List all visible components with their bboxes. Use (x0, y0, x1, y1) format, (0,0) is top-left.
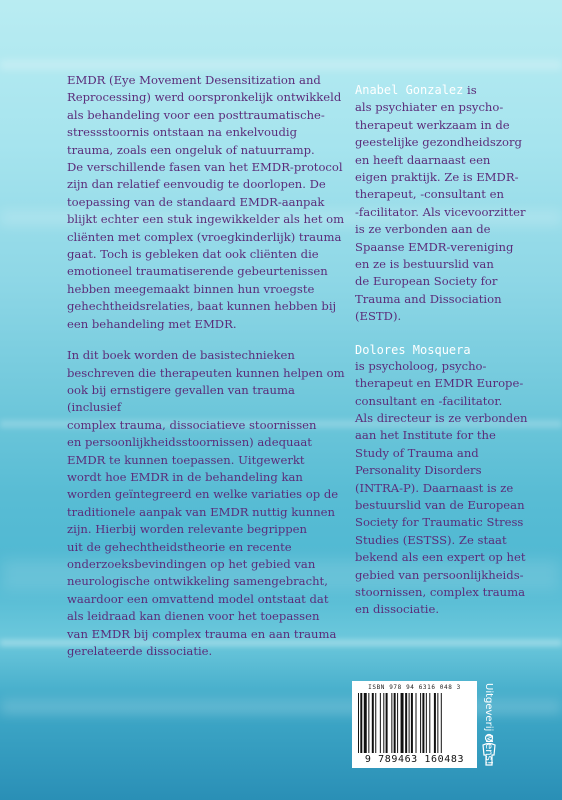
figure-outline-icon (480, 733, 498, 767)
blurb-column (67, 72, 352, 660)
barcode-number: 9 789463 160483 (364, 754, 465, 765)
blurb-paragraph-2: In dit boek worden de basistechnieken beschreven die therapeuten kunnen helpen om ook bij ernstigere gevallen van trauma (inclusief complex trauma, dissociatieve stoornissen en persoonlijkheidsstoornissen) adequaat EMDR te kunnen toepassen. Uitgewerkt wordt hoe EMDR in de behandeling kan worden geïntegreerd en welke variaties op de traditionele aanpak van EMDR nuttig kunnen zijn. Hierbij worden relevante begrippen uit de gehechtheidstheorie en recente onderzoeksbevindingen op het gebied van neurologische ontwikkeling samengebracht, waardoor een omvattend model ontstaat dat als leidraad kan dienen voor het toepassen van EMDR bij complex trauma en aan trauma gerelateerde dissociatie. (67, 348, 345, 658)
author-bio-1-lead: is (463, 83, 477, 97)
blurb-paragraph-1: EMDR (Eye Movement Desensitization and Reprocessing) werd oorspronkelijk ontwikkeld als behandeling voor een posttraumatische- stressstoornis ontstaan na enkelvoudig trauma, zoals een ongeluk of natuurramp. De verschillende fasen van het EMDR-protocol zijn dan relatief eenvoudig te doorlopen. De toepassing van de standaard EMDR-aanpak blijkt echter een stuk ingewikkelder als het om cliënten met complex (vroegkinderlijk) trauma gaat. Toch is gebleken dat ook cliënten die emotioneel traumatiserende gebeurtenissen hebben meegemaakt binnen hun vroegste gehechtheidsrelaties, baat kunnen hebben bij een behandeling met EMDR. (67, 73, 345, 331)
barcode-bar (372, 693, 374, 753)
author-bio-2: is psycholoog, psycho- therapeut en EMDR Europe- consultant en -facilitator. Als directeur is ze verbonden aan het Institute for the Study of Trauma and Personality Disorders (INTRA-P). Daarnaast is ze bestuurslid van de European Society for Traumatic Stress Studies (ESTSS). Ze staat bekend als een expert op het gebied van persoonlijkheids- stoornissen, complex trauma en dissociatie. (355, 358, 528, 617)
publisher-mark (478, 681, 500, 768)
barcode-bar (420, 693, 421, 753)
barcode-bar (397, 693, 398, 753)
author-name-2: Dolores Mosquera (355, 342, 471, 357)
barcode-bar (386, 693, 388, 753)
barcode-bar (416, 693, 417, 753)
author-bio-1-text: als psychiater en psycho- therapeut werkzaam in de geestelijke gezondheidszorg en heeft daarnaast een eigen praktijk. Ze is EMDR- therapeut, -consultant en -facilitator. Als vicevoorzitter is ze verbonden aan de Spaanse EMDR-vereniging en ze is bestuurslid van de European Society for Trauma and Dissociation (ESTD). (355, 100, 526, 324)
barcode-bar (360, 693, 362, 753)
light-streak (0, 60, 562, 70)
publisher-name: Uitgeverij Mens! (483, 683, 494, 765)
barcode-bar (383, 693, 384, 753)
barcode-bar (422, 693, 424, 753)
barcode-bar (434, 693, 436, 753)
barcode-bar (405, 693, 407, 753)
isbn-barcode (352, 681, 477, 768)
author-bios-column (355, 82, 555, 619)
isbn-label: ISBN 978 94 6316 048 3 (368, 684, 461, 691)
barcode-bars (358, 693, 471, 753)
barcode-bar (394, 693, 396, 753)
barcode-bar (391, 693, 392, 753)
barcode-bar (409, 693, 410, 753)
barcode-bar (380, 693, 381, 753)
barcode-bar (429, 693, 430, 753)
barcode-bar (437, 693, 438, 753)
barcode-bar (411, 693, 413, 753)
barcode-bar (441, 693, 442, 753)
barcode-bar (358, 693, 359, 753)
barcode-bar (375, 693, 376, 753)
author-bio-1 (355, 82, 555, 326)
barcode-bar (364, 693, 367, 753)
barcode-bar (426, 693, 427, 753)
author-name-1: Anabel Gonzalez (355, 83, 464, 97)
barcode-bar (401, 693, 404, 753)
barcode-bar (368, 693, 369, 753)
